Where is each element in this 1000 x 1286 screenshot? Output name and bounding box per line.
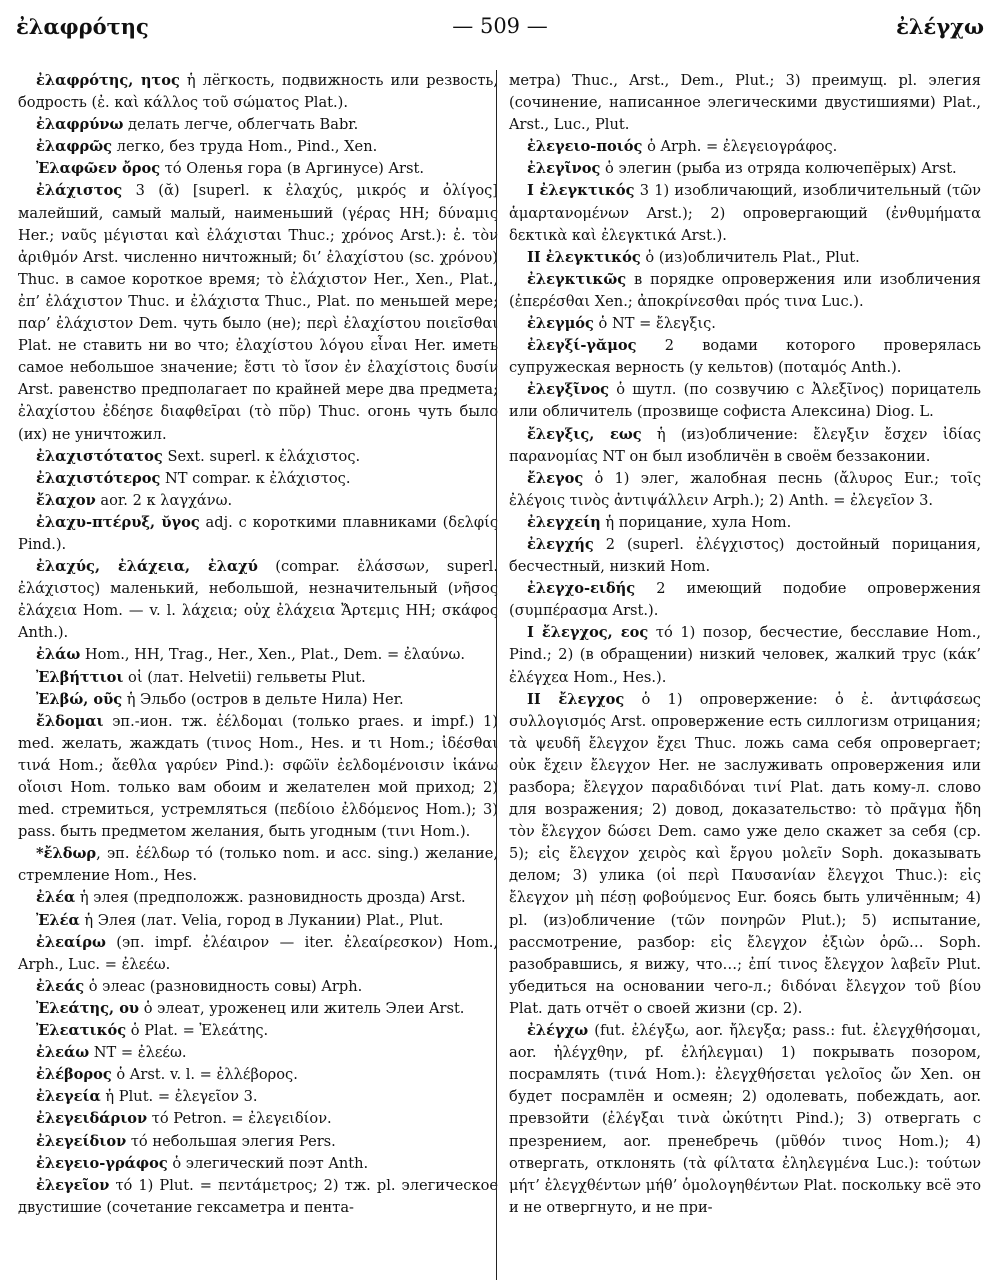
dictionary-entry [509,180,981,246]
entry-headword: ἐλαχιστότατος [36,447,163,465]
entry-headword: ἐλεγεῖον [36,1176,110,1194]
entry-headword: ἐλεάς [36,977,85,995]
entry-definition: ἡ Plut. = ἐλεγεῖον 3. [100,1088,258,1106]
entry-definition: ἡ Элея (лат. Velia, город в Лукании) Plat., Plut. [79,911,444,929]
entry-headword: ἐλεγξῖνος [527,381,610,399]
entry-headword: ἐλαφρῶς [36,138,113,156]
left-column [18,70,498,1219]
entry-definition: ὁ Arst. v. l. = ἐλλέβορος. [111,1066,298,1084]
dictionary-entry [18,1020,498,1042]
dictionary-entry [18,711,498,844]
entry-headword: ἐλεγῖνος [527,160,601,178]
entry-headword: ἐλεγείδιον [36,1132,127,1150]
dictionary-entry [18,976,498,998]
entry-definition: делать легче, облегчать Babr. [123,116,359,134]
dictionary-entry [18,180,498,445]
entry-headword: ἐλαχυ-πτέρυξ, ῠγος [36,513,200,531]
entry-headword: ἔλεγος [527,469,584,487]
dictionary-entry [18,689,498,711]
entry-headword: II ἔλεγχος [527,690,625,708]
entry-headword: ἐλέγχω [527,1022,589,1040]
entry-definition: ὁ 1) элег, жалобная песнь (ἄλυρος Eur.; τοῖς ἐλέγοις τινὸς ἀντιψάλλειν Arph.); 2) Anth. = ἐλεγεῖον 3. [509,469,981,509]
page-header [16,14,984,44]
entry-headword: ἐλεάω [36,1044,90,1062]
entry-definition: ὁ (из)обличитель Plat., Plut. [640,248,860,266]
dictionary-entry [509,335,981,379]
dictionary-entry [18,490,498,512]
entry-headword: Ἐλεατικός [36,1022,127,1040]
entry-headword: Ἐλβώ, οῦς [36,690,123,708]
dictionary-entry [18,70,498,114]
page-number: — 509 — [452,14,548,38]
dictionary-entry [509,269,981,313]
entry-headword: *ἔλδωρ [36,845,97,863]
entry-definition: τό 1) Plut. = πεντάμετρος; 2) тж. pl. элегическое двустишие (сочетание гексаметра и пента- [18,1176,498,1216]
entry-headword: ἐλεγειο-ποιός [527,138,643,156]
dictionary-entry [18,556,498,644]
dictionary-entry [18,932,498,976]
entry-headword: ἐλεγξί-γᾰμος [527,337,637,355]
entry-definition: ἡ Эльбо (остров в дельте Нила) Her. [122,690,404,708]
entry-headword: Ἐλέα [36,911,80,929]
entry-headword: II ἐλεγκτικός [527,248,641,266]
entry-headword: Ἐλαφῶεν ὄρος [36,160,161,178]
entry-definition: ὁ элегический поэт Anth. [167,1154,369,1172]
entry-headword: ἐλεγειδάριον [36,1110,148,1128]
dictionary-entry [509,468,981,512]
entry-headword: Ἐλβήττιοι [36,668,124,686]
dictionary-entry [18,136,498,158]
entry-definition: adj. с короткими плавниками (δελφίς Pind.). [18,513,499,553]
entry-headword: ἐλαχύς, ἐλάχεια, ἐλαχύ [36,558,258,576]
entry-definition: ὁ элегин (рыба из отряда колючепёрых) Arst. [600,160,957,178]
entry-headword: ἐλέα [36,889,76,907]
entry-definition: ἡ лёгкость, подвижность или резвость, бодрость (ἐ. καὶ κάλλος τοῦ σώματος Plat.). [18,72,498,112]
entry-definition: (compar. ἐλάσσων, superl. ἐλάχιστος) маленький, небольшой, незначительный (νῆσος ἐλάχεια Hom. — v. l. λάχεια; οὐχ ἐλάχεια Ἄρτεμις HH; σκάφος Anth.). [18,558,498,642]
entry-definition: (fut. ἐλέγξω, aor. ἤλεγξα; pass.: fut. ἐλεγχθήσομαι, aor. ἠλέγχθην, pf. ἐλήλεγμαι) 1) покрывать позором, посрамлять (τινά Hom.): ἐλεγχθήσεται γελοῖος ὤν Xen. он будет посрамлён и осмеян; 2) одолевать, побеждать, aor. превзойти (ἐλέγξαι τινὰ ὠκύτητι Pind.); 3) отвергать с презрением, aor. пренебречь (μῦθόν τινος Hom.); 4) отвергать, отклонять (τὰ φίλτατα ἐληλεγμένα Luc.): τούτων μήτ’ ἐλεγχθέντων μήθ’ ὁμολογηθέντων Plat. поскольку всё это и не отвергнуто, и не при- [509,1022,981,1216]
entry-headword: ἐλεγχο-ειδής [527,580,636,598]
entry-headword: ἐλεγχής [527,535,594,553]
dictionary-entry [18,1064,498,1086]
dictionary-entry [18,1175,498,1219]
dictionary-entry [18,667,498,689]
dictionary-entry [509,379,981,423]
entry-definition: τό Оленья гора (в Аргинусе) Arst. [160,160,425,178]
entry-definition: ἡ (из)обличение: ἔλεγξιν ἔσχεν ἰδίας παρανομίας NT он был изобличён в своём беззаконии. [509,425,981,465]
dictionary-entry [509,1020,981,1219]
dictionary-entry [509,512,981,534]
entry-headword: ἐλεγμός [527,315,594,333]
entry-headword: ἐλεγειο-γράφος [36,1154,168,1172]
dictionary-entry [18,158,498,180]
entry-definition: ὁ элеас (разновидность совы) Arph. [84,977,363,995]
dictionary-entry [18,446,498,468]
dictionary-entry [18,887,498,909]
entry-definition: ὁ шутл. (по созвучию с Ἀλεξῖνος) порицатель или обличитель (прозвище софиста Алексина) Diog. L. [509,381,981,421]
entry-definition: 2 имеющий подобие опровержения (συμπέρασμα Arst.). [509,580,981,620]
dictionary-entry [509,70,981,136]
entry-definition: (эп. impf. ἐλέαιρον — iter. ἐλεαίρεσκον) Hom., Arph., Luc. = ἐλεέω. [18,933,498,973]
dictionary-entry [18,512,498,556]
entry-definition: 2 (superl. ἐλέγχιστος) достойный порицания, бесчестный, низкий Hom. [509,535,981,576]
entry-headword: ἔλαχον [36,491,96,509]
entry-definition: ἡ элея (предположж. разновидность дрозда) Arst. [75,889,466,907]
dictionary-entry [18,1153,498,1175]
entry-definition: τό 1) позор, бесчестие, бесславие Hom., Pind.; 2) (в обращении) низкий человек, жалкий трус (κάκ’ ἐλέγχεα Hom., Hes.). [509,624,981,686]
dictionary-entry [18,843,498,887]
entry-definition: в порядке опровержения или изобличения (ἐπερέσθαι Xen.; ἀποκρίνεσθαι πρός τινα Luc.). [509,270,981,310]
entry-definition: 3 (ᾰ) [superl. к ἐλαχύς, μικρός и ὀλίγος] малейший, самый малый, наименьший (γέρας HH; δύναμις Her.; ναῦς μέγισται καὶ ἐλάχισται Thuc.; χρόνος Arst.): ἐ. τὸν ἀριθμόν Arst. численно ничтожный; δι’ ἐλαχίστου (sc. χρόνου) Thuc. в самое короткое время; τὸ ἐλάχιστον Her., Xen., Plat., ἐπ’ ἐλάχιστον Thuc. и ἐλάχιστα Thuc., Plat. по меньшей мере; παρ’ ἐλάχιστον Dem. чуть было (не); περὶ ἐλαχίστου ποιεῖσθαι Plat. не ставить ни во что; ἐλαχίστου λόγου εἶναι Her. иметь самое небольшое значение; ἔστι τὸ ἴσον ἐν ἐλαχίστοις δυσίν Arst. равенство предполагает по крайней мере два предмета; ἐλαχίστου ἐδέησε διαφθεῖραι (τὸ πῦρ) Thuc. огонь чуть было (их) не уничтожил. [18,182,498,443]
dictionary-entry [509,313,981,335]
entry-headword: ἐλαφρύνω [36,116,124,134]
entry-headword: I ἔλεγχος, εος [527,624,649,642]
dictionary-entry [18,1131,498,1153]
running-head-left: ἐλαφρότης [16,14,149,39]
dictionary-entry [509,136,981,158]
entry-definition: ὁ элеат, уроженец или житель Элеи Arst. [139,999,465,1017]
entry-definition: 2 водами которого проверялась супружеская верность (у кельтов) (ποταμός Anth.). [509,337,981,377]
dictionary-entry [509,689,981,1020]
dictionary-entry [509,578,981,622]
entry-headword: ἔλδομαι [36,712,104,730]
entry-headword: ἐλέβορος [36,1066,112,1084]
dictionary-entry [18,468,498,490]
entry-definition: ὁ Arph. = ἐλεγειογράφος. [642,138,838,156]
entry-definition: метра) Thuc., Arst., Dem., Plut.; 3) преимущ. pl. элегия (сочинение, написанное элегическими двустишиями) Plat., Arst., Luc., Plut. [509,72,981,134]
entry-headword: ἐλεγχείη [527,513,601,531]
dictionary-entry [18,910,498,932]
right-column [509,70,981,1219]
entry-headword: I ἐλεγκτικός [527,182,635,200]
entry-headword: ἐλάω [36,646,81,664]
entry-headword: Ἐλεάτης, ου [36,999,140,1017]
entry-definition: ἡ порицание, хула Hom. [600,513,792,531]
dictionary-entry [509,534,981,578]
entry-headword: ἔλεγξις, εως [527,425,642,443]
entry-headword: ἐλαχιστότερος [36,469,161,487]
running-head-right: ἐλέγχω [896,14,984,39]
entry-definition: τό небольшая элегия Pers. [126,1132,336,1150]
entry-definition: Sext. superl. к ἐλάχιστος. [162,447,361,465]
entry-definition: легко, без труда Hom., Pind., Xen. [112,138,378,156]
entry-definition: ὁ NT = ἔλεγξις. [593,315,716,333]
entry-headword: ἐλάχιστος [36,182,123,200]
dictionary-entry [18,1042,498,1064]
entry-definition: NT = ἐλεέω. [89,1044,187,1062]
dictionary-entry [18,1108,498,1130]
entry-definition: aor. 2 к λαγχάνω. [95,491,233,509]
dictionary-entry [18,114,498,136]
entry-definition: οἱ (лат. Helvetii) гельветы Plut. [123,668,366,686]
column-divider [496,70,497,1280]
entry-definition: , эп. ἐέλδωρ τό (только nom. и acc. sing.) желание, стремление Hom., Hes. [18,845,498,885]
entry-definition: ὁ 1) опровержение: ὁ ἐ. ἀντιφάσεως συλλογισμός Arst. опровержение есть силлогизм отрицания; τὰ ψευδῆ ἔλεγχον ἔχει Thuc. ложь сама себя опровергает; οὐκ ἔχειν ἔλεγχον Her. не заслуживать опровержения или разбора; ἔλεγχον παραδιδόναι τινί Plat. дать кому-л. слово для возражения; 2) довод, доказательство: τὸ πρᾶγμα ἤδη τὸν ἔλεγχον δώσει Dem. само уже дело скажет за себя (ср. 5); εἰς ἔλεγχον χειρὸς καὶ ἔργου μολεῖν Soph. доказывать делом; 3) улика (οἱ περὶ Παυσανίαν ἔλεγχοι Thuc.): εἰς ἔλεγχον μὴ πέσῃ φοβούμενος Eur. боясь быть уличённым; 4) pl. (из)обличение (τῶν πονηρῶν Plut.); 5) испытание, рассмотрение, разбор: εἰς ἔλεγχον ἐξιὼν ὁρῶ… Soph. разобравшись, я вижу, что…; ἐπί τινος ἔλεγχον λαβεῖν Plut. убедиться на основании чего-л.; διδόναι ἔλεγχον τοῦ βίου Plat. дать отчёт о своей жизни (ср. 2). [509,690,981,1017]
dictionary-entry [509,158,981,180]
entry-definition: Hom., HH, Trag., Her., Xen., Plat., Dem. = ἐλαύνω. [80,646,466,664]
entry-headword: ἐλεγεία [36,1088,101,1106]
entry-headword: ἐλεγκτικῶς [527,270,627,288]
entry-definition: NT compar. к ἐλάχιστος. [160,469,351,487]
dictionary-entry [509,247,981,269]
dictionary-entry [18,998,498,1020]
entry-headword: ἐλαφρότης, ητος [36,72,180,89]
dictionary-entry [509,424,981,468]
entry-definition: 3 1) изобличающий, изобличительный (τῶν ἁμαρτανομένων Arst.); 2) опровергающий (ἐνθυμήματα δεκτικὰ καὶ ἐλεγκτικά Arst.). [509,182,981,244]
entry-definition: τό Petron. = ἐλεγειδίον. [147,1110,332,1128]
dictionary-entry [509,622,981,688]
entry-headword: ἐλεαίρω [36,933,106,951]
entry-definition: ὁ Plat. = Ἐλεάτης. [126,1022,269,1040]
dictionary-entry [18,644,498,666]
dictionary-entry [18,1086,498,1108]
entry-definition: эп.-ион. тж. ἐέλδομαι (только praes. и impf.) 1) med. желать, жаждать (τινος Hom., Hes. и τι Hom.; ἰδέσθαι τινά Hom.; ἄεθλα γαρύεν Pind.): σφῶϊν ἐελδομένοισιν ἱκάνω οἴοισι Hom. только вам обоим и желателен мой приход; 2) med. стремиться, устремляться (πεδίοιο ἐλδόμενος Hom.); 3) pass. быть предметом желания, быть угодным (τινι Hom.). [18,712,498,841]
